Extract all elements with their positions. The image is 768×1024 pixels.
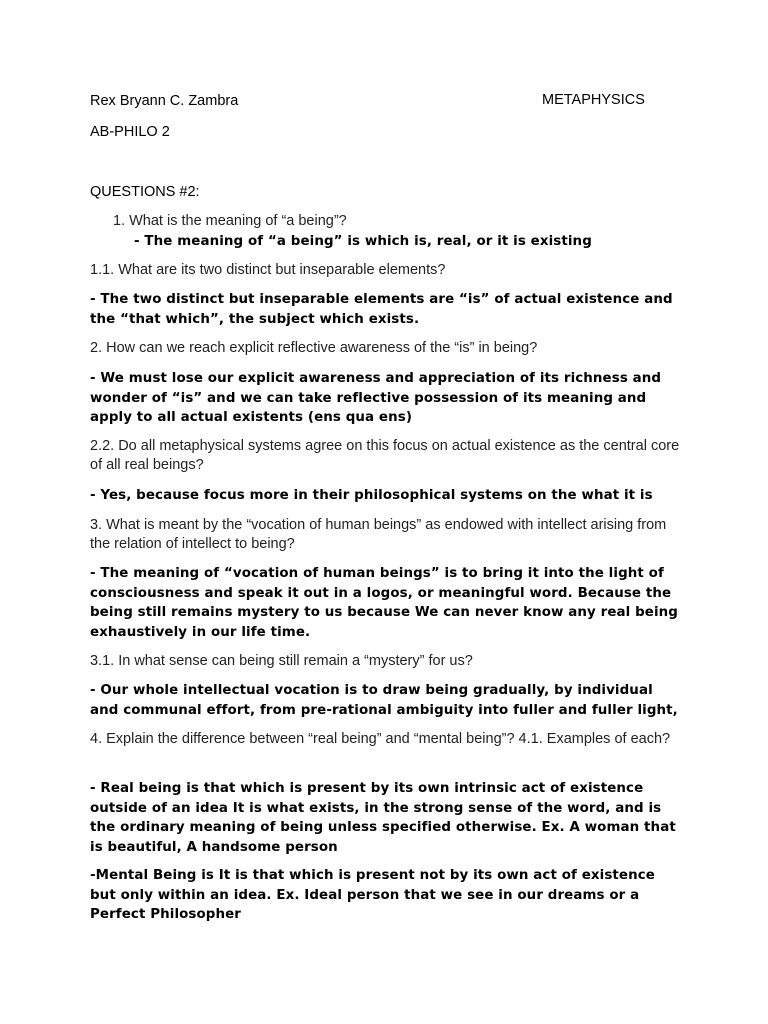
- question-2: 2. How can we reach explicit reflective awareness of the “is” in being?: [90, 340, 538, 356]
- answer-3-1: - Our whole intellectual vocation is to draw being gradually, by individual and communal effort, from pre-rational ambiguity into fuller and fuller light,: [90, 683, 678, 718]
- answer-2-2: - Yes, because focus more in their philosophical systems on the what it is: [90, 488, 653, 503]
- answer-1-1: - The two distinct but inseparable elements are “is” of actual existence and the “that which”, the subject which exists.: [90, 292, 673, 327]
- answer-1: - The meaning of “a being” is which is, real, or it is existing: [134, 234, 592, 249]
- question-3-1: 3.1. In what sense can being still remain a “mystery” for us?: [90, 653, 473, 669]
- author-name: Rex Bryann C. Zambra: [90, 93, 239, 109]
- question-1: 1. What is the meaning of “a being”?: [113, 213, 347, 229]
- answer-2: - We must lose our explicit awareness and appreciation of its richness and wonder of “is” and we can take reflective possession of its meaning and apply to all actual existents (ens qua ens): [90, 371, 662, 425]
- question-2-2: 2.2. Do all metaphysical systems agree on this focus on actual existence as the central core of all real beings?: [90, 438, 680, 473]
- question-4: 4. Explain the difference between “real being” and “mental being”? 4.1. Examples of each?: [90, 731, 671, 747]
- answer-3: - The meaning of “vocation of human beings” is to bring it into the light of consciousness and speak it out in a logos, or meaningful word. Because the being still remains mystery to us because We can never know any real being exhaustively in our life time.: [90, 566, 678, 640]
- answer-4-real-being: - Real being is that which is present by its own intrinsic act of existence outside of an idea It is what exists, in the strong sense of the word, and is the ordinary meaning of being unless specified otherwise. Ex. A woman that is beautiful, A handsome person: [90, 781, 676, 855]
- questions-heading: QUESTIONS #2:: [90, 184, 200, 200]
- course-label: AB-PHILO 2: [90, 124, 170, 140]
- subject-title: METAPHYSICS: [542, 92, 645, 108]
- question-3: 3. What is meant by the “vocation of human beings” as endowed with intellect arising from the relation of intellect to being?: [90, 517, 667, 552]
- question-1-1: 1.1. What are its two distinct but inseparable elements?: [90, 262, 446, 278]
- answer-4-mental-being: -Mental Being is It is that which is present not by its own act of existence but only within an idea. Ex. Ideal person that we see in our dreams or a Perfect Philosopher: [90, 868, 655, 922]
